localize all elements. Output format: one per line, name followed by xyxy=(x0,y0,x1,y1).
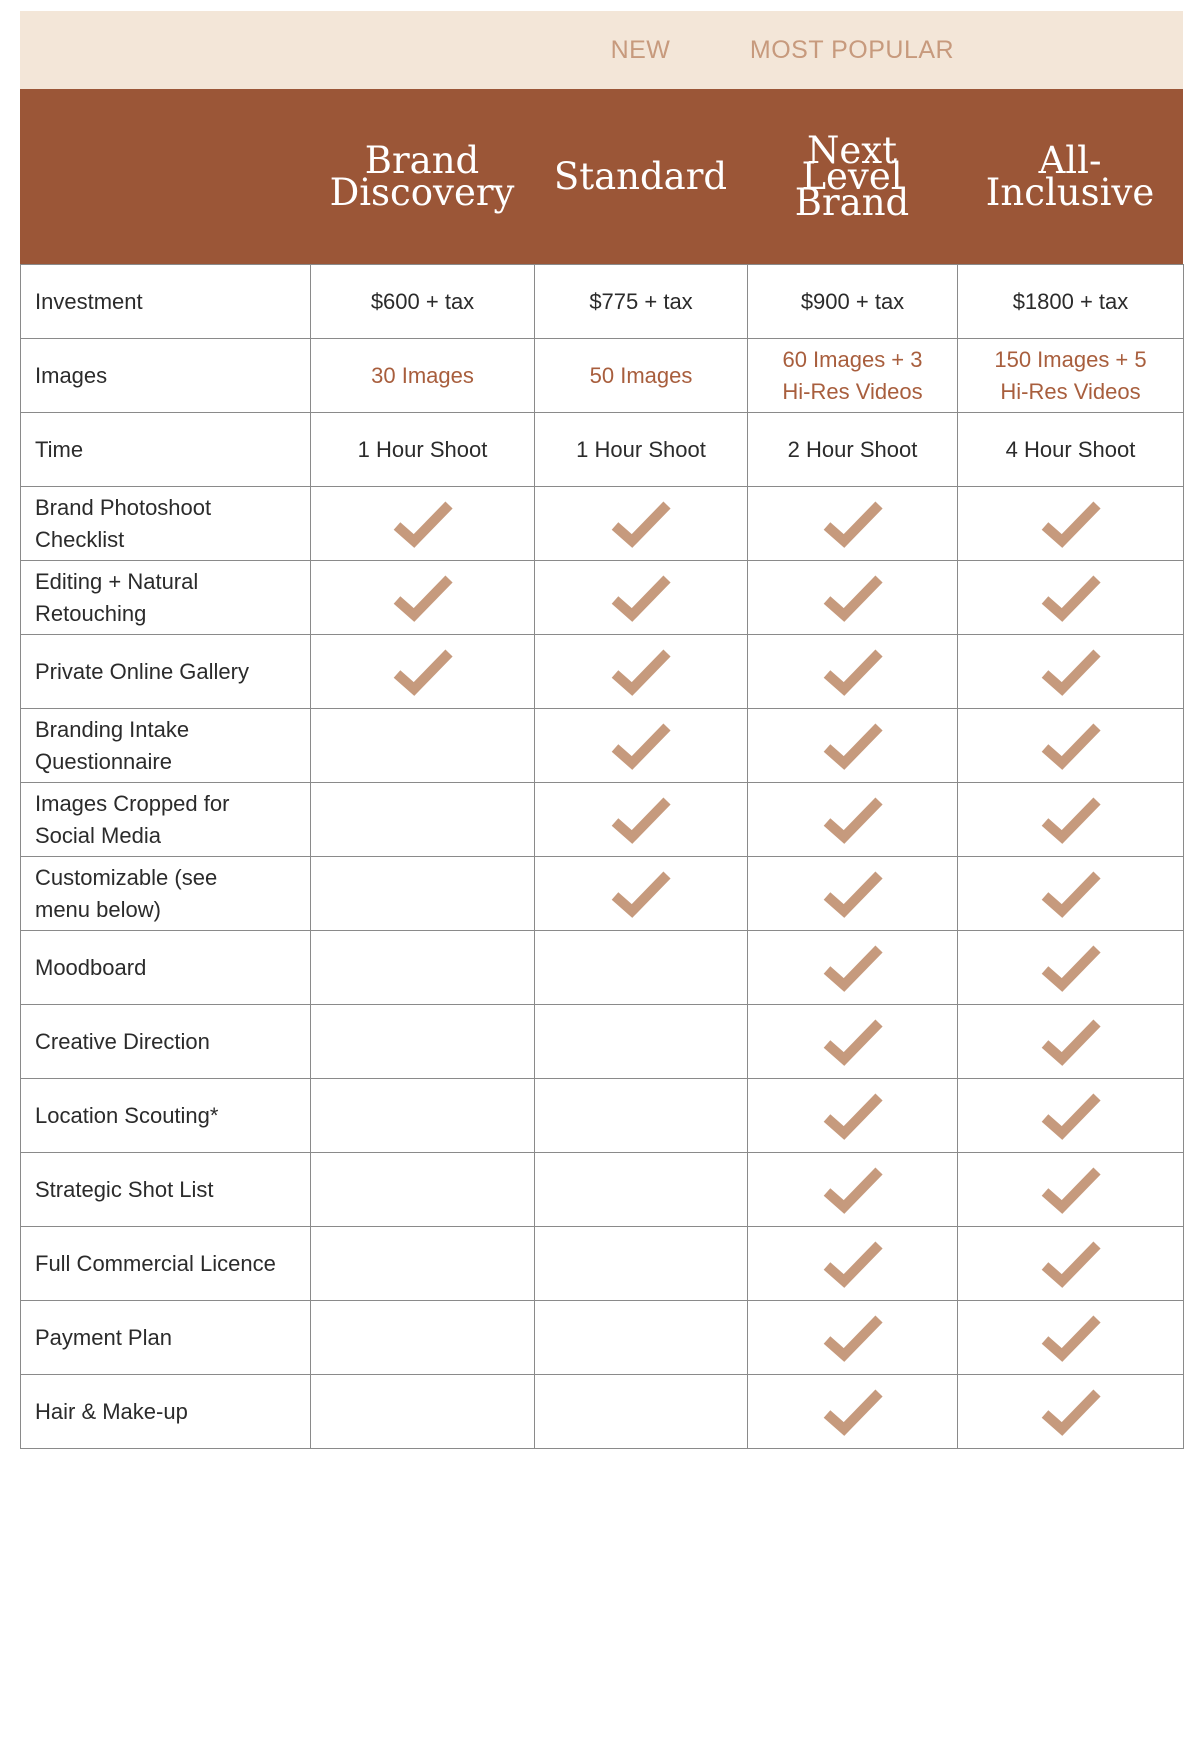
checkmark-icon xyxy=(822,1239,884,1289)
badge-new: NEW xyxy=(610,36,671,64)
package-standard: Standard xyxy=(553,154,728,198)
table-row-feature xyxy=(21,1079,1184,1153)
feature-label: Images Cropped for Social Media xyxy=(21,783,311,857)
images-cell: 30 Images xyxy=(311,339,535,413)
table-row-feature xyxy=(21,487,1184,561)
checkmark-icon xyxy=(1040,499,1102,549)
feature-label: Strategic Shot List xyxy=(21,1153,311,1227)
feature-cell xyxy=(958,1079,1184,1153)
feature-cell xyxy=(311,561,535,635)
feature-cell xyxy=(958,709,1184,783)
feature-cell xyxy=(535,487,748,561)
checkmark-icon xyxy=(1040,943,1102,993)
feature-cell xyxy=(958,1227,1184,1301)
price-cell: $1800 + tax xyxy=(958,265,1184,339)
feature-cell xyxy=(311,1079,535,1153)
feature-cell xyxy=(748,487,958,561)
price-cell: $600 + tax xyxy=(311,265,535,339)
table-row-feature xyxy=(21,1301,1184,1375)
checkmark-icon xyxy=(822,1313,884,1363)
feature-cell xyxy=(748,931,958,1005)
comparison-table xyxy=(20,264,1184,1449)
feature-cell xyxy=(958,1153,1184,1227)
checkmark-icon xyxy=(1040,721,1102,771)
price-cell: $775 + tax xyxy=(535,265,748,339)
feature-cell xyxy=(748,1375,958,1449)
table-row-feature xyxy=(21,783,1184,857)
feature-cell xyxy=(958,487,1184,561)
checkmark-icon xyxy=(1040,1165,1102,1215)
checkmark-icon xyxy=(610,795,672,845)
checkmark-icon xyxy=(822,1017,884,1067)
checkmark-icon xyxy=(822,573,884,623)
feature-cell xyxy=(748,709,958,783)
checkmark-icon xyxy=(392,499,454,549)
feature-cell xyxy=(311,1153,535,1227)
checkmark-icon xyxy=(392,647,454,697)
feature-cell xyxy=(748,1079,958,1153)
feature-cell xyxy=(958,1375,1184,1449)
checkmark-icon xyxy=(822,795,884,845)
checkmark-icon xyxy=(822,1165,884,1215)
checkmark-icon xyxy=(1040,1387,1102,1437)
time-cell: 2 Hour Shoot xyxy=(748,413,958,487)
checkmark-icon xyxy=(822,499,884,549)
feature-cell xyxy=(311,1375,535,1449)
checkmark-icon xyxy=(610,869,672,919)
images-cell: 50 Images xyxy=(535,339,748,413)
feature-cell xyxy=(748,1227,958,1301)
images-cell: 60 Images + 3 Hi-Res Videos xyxy=(748,339,958,413)
feature-label: Customizable (see menu below) xyxy=(21,857,311,931)
table-row-feature xyxy=(21,1375,1184,1449)
time-cell: 4 Hour Shoot xyxy=(958,413,1184,487)
feature-cell xyxy=(311,783,535,857)
feature-cell xyxy=(535,709,748,783)
feature-cell xyxy=(958,783,1184,857)
checkmark-icon xyxy=(610,499,672,549)
row-label: Investment xyxy=(21,265,311,339)
feature-label: Editing + Natural Retouching xyxy=(21,561,311,635)
feature-label: Full Commercial Licence xyxy=(21,1227,311,1301)
feature-label: Creative Direction xyxy=(21,1005,311,1079)
feature-cell xyxy=(311,1227,535,1301)
feature-cell xyxy=(748,1153,958,1227)
checkmark-icon xyxy=(392,573,454,623)
package-brand-discovery: Brand Discovery xyxy=(329,138,515,214)
table-row-feature xyxy=(21,1153,1184,1227)
checkmark-icon xyxy=(822,869,884,919)
feature-label: Brand Photoshoot Checklist xyxy=(21,487,311,561)
feature-cell xyxy=(535,1301,748,1375)
feature-cell xyxy=(958,1301,1184,1375)
feature-cell xyxy=(748,1301,958,1375)
feature-label: Private Online Gallery xyxy=(21,635,311,709)
checkmark-icon xyxy=(1040,1239,1102,1289)
checkmark-icon xyxy=(1040,1313,1102,1363)
feature-cell xyxy=(535,857,748,931)
feature-cell xyxy=(748,783,958,857)
feature-cell xyxy=(958,1005,1184,1079)
feature-cell xyxy=(535,931,748,1005)
feature-cell xyxy=(311,487,535,561)
feature-cell xyxy=(958,931,1184,1005)
feature-cell xyxy=(311,857,535,931)
table-row-feature xyxy=(21,709,1184,783)
feature-cell xyxy=(958,561,1184,635)
time-cell: 1 Hour Shoot xyxy=(311,413,535,487)
feature-label: Payment Plan xyxy=(21,1301,311,1375)
feature-cell xyxy=(535,1079,748,1153)
table-row-time xyxy=(21,413,1184,487)
row-label: Time xyxy=(21,413,311,487)
pricing-comparison xyxy=(20,11,1183,1449)
feature-label: Moodboard xyxy=(21,931,311,1005)
feature-cell xyxy=(311,709,535,783)
checkmark-icon xyxy=(610,573,672,623)
checkmark-icon xyxy=(1040,647,1102,697)
feature-cell xyxy=(535,1375,748,1449)
table-row-feature xyxy=(21,1005,1184,1079)
feature-cell xyxy=(748,1005,958,1079)
checkmark-icon xyxy=(822,1387,884,1437)
feature-cell xyxy=(311,635,535,709)
checkmark-icon xyxy=(1040,1017,1102,1067)
feature-cell xyxy=(535,635,748,709)
checkmark-icon xyxy=(822,943,884,993)
checkmark-icon xyxy=(822,647,884,697)
feature-cell xyxy=(958,635,1184,709)
checkmark-icon xyxy=(610,721,672,771)
table-row-feature xyxy=(21,561,1184,635)
feature-label: Location Scouting* xyxy=(21,1079,311,1153)
table-row-feature xyxy=(21,1227,1184,1301)
feature-cell xyxy=(748,857,958,931)
feature-cell xyxy=(535,1005,748,1079)
checkmark-icon xyxy=(822,721,884,771)
table-row-investment xyxy=(21,265,1184,339)
row-label: Images xyxy=(21,339,311,413)
checkmark-icon xyxy=(1040,573,1102,623)
package-all-inclusive: All-Inclusive xyxy=(985,138,1155,214)
feature-cell xyxy=(535,561,748,635)
feature-cell xyxy=(535,1227,748,1301)
feature-label: Branding Intake Questionnaire xyxy=(21,709,311,783)
table-row-feature xyxy=(21,931,1184,1005)
feature-cell xyxy=(311,931,535,1005)
time-cell: 1 Hour Shoot xyxy=(535,413,748,487)
table-row-feature xyxy=(21,857,1184,931)
checkmark-icon xyxy=(822,1091,884,1141)
table-row-images xyxy=(21,339,1184,413)
feature-cell xyxy=(958,857,1184,931)
feature-cell xyxy=(311,1301,535,1375)
table-row-feature xyxy=(21,635,1184,709)
badge-most-popular: MOST POPULAR xyxy=(749,36,955,64)
checkmark-icon xyxy=(1040,1091,1102,1141)
feature-cell xyxy=(748,635,958,709)
images-cell: 150 Images + 5 Hi-Res Videos xyxy=(958,339,1184,413)
feature-label: Hair & Make-up xyxy=(21,1375,311,1449)
badge-row xyxy=(20,11,1183,89)
feature-cell xyxy=(535,783,748,857)
checkmark-icon xyxy=(1040,795,1102,845)
checkmark-icon xyxy=(1040,869,1102,919)
feature-cell xyxy=(311,1005,535,1079)
package-header-row xyxy=(20,89,1183,264)
package-next-level-brand: Next Level Brand xyxy=(794,128,910,224)
price-cell: $900 + tax xyxy=(748,265,958,339)
checkmark-icon xyxy=(610,647,672,697)
feature-cell xyxy=(748,561,958,635)
feature-cell xyxy=(535,1153,748,1227)
